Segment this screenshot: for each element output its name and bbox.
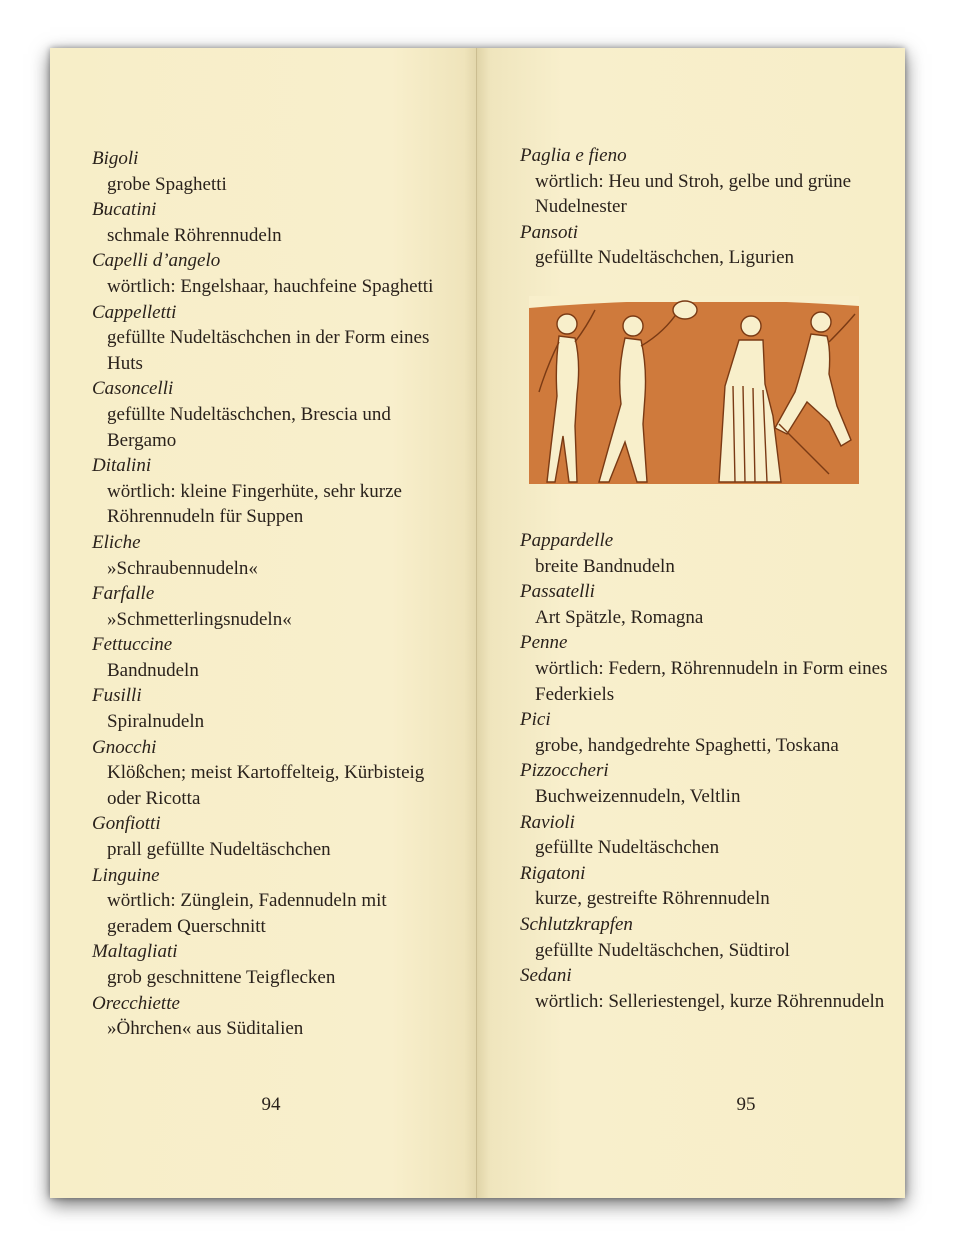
pasta-term: Orecchiette [92,992,180,1014]
glossary-entry [520,528,890,579]
glossary-entry [520,810,890,861]
pasta-term: Schlutzkrapfen [520,913,633,935]
right-page [477,48,905,1198]
pasta-term: Passatelli [520,581,595,603]
page-number-left: 94 [261,1094,281,1115]
pasta-definition: wörtlich: Engelshaar, hauchfeine Spaghetti [107,275,434,297]
pasta-definition: wörtlich: Heu und Stroh, gelbe und grüne Nudelnester [535,170,852,218]
pasta-term: Paglia e fieno [520,145,627,166]
pasta-term: Casoncelli [92,378,174,400]
pasta-definition: wörtlich: Zünglein, Fadennudeln mit geradem Querschnitt [107,890,387,937]
pasta-term: Fettuccine [92,634,173,656]
pasta-term: Ravioli [520,811,575,833]
glossary-entry [520,220,890,271]
pasta-term: Capelli d’angelo [92,250,221,272]
glossary-entry [520,579,890,630]
pasta-term: Ditalini [92,455,152,477]
pasta-definition: gefüllte Nudeltäschchen, Brescia und Bergamo [107,403,391,451]
glossary-entry [92,735,452,812]
glossary-entry [92,863,452,940]
pasta-term: Penne [520,632,568,654]
glossary-entry [92,632,452,683]
pasta-definition: »Öhrchen« aus Süditalien [107,1018,304,1040]
greek-vase-illustration [529,296,859,490]
pasta-definition: gefüllte Nudeltäschchen, Südtirol [535,939,790,961]
glossary-entry [520,912,890,963]
pasta-definition: Art Spätzle, Romagna [535,606,704,628]
glossary-entry [520,707,890,758]
pasta-definition: schmale Röhrennudeln [107,224,282,246]
pasta-term: Gnocchi [92,736,157,758]
pasta-term: Maltagliati [92,941,178,963]
pasta-term: Farfalle [92,583,155,605]
pasta-definition: gefüllte Nudeltäschchen, Ligurien [535,247,795,269]
page-number-right: 95 [736,1094,756,1115]
pasta-term: Pizzoccheri [520,760,609,782]
pasta-definition: breite Bandnudeln [535,555,675,577]
pasta-term: Pappardelle [520,530,614,551]
glossary-entry [92,248,452,299]
pasta-definition: wörtlich: Federn, Röhrennudeln in Form eines Federkiels [535,657,888,705]
pasta-term: Linguine [92,864,160,886]
glossary-entry [92,197,452,248]
pasta-term: Eliche [92,531,141,553]
pasta-definition: »Schraubennudeln« [107,557,258,579]
pasta-term: Fusilli [92,685,142,707]
glossary-list-left [92,146,452,1042]
pasta-definition: grob geschnittene Teigflecken [107,967,336,988]
pasta-definition: wörtlich: Selleriestengel, kurze Röhrennudeln [535,990,885,1012]
left-page [50,48,477,1198]
book-spread [50,48,905,1198]
pasta-definition: »Schmetterlingsnudeln« [107,608,292,630]
glossary-entry [92,376,452,453]
pasta-term: Cappelletti [92,301,177,323]
pasta-definition: Buchweizennudeln, Veltlin [535,785,741,807]
pasta-definition: gefüllte Nudeltäschchen [535,837,720,859]
pasta-definition: Bandnudeln [107,659,199,681]
glossary-entry [520,963,890,1014]
pasta-term: Sedani [520,965,572,987]
glossary-entry [520,143,890,220]
glossary-entry [92,530,452,581]
pasta-term: Bigoli [92,148,139,169]
pasta-definition: Spiralnudeln [107,711,205,733]
glossary-entry [520,630,890,707]
glossary-entry [92,683,452,734]
pasta-definition: gefüllte Nudeltäschchen in der Form eines Huts [107,327,430,374]
glossary-entry [92,300,452,377]
glossary-entry [92,581,452,632]
glossary-entry [520,758,890,809]
glossary-entry [92,146,452,197]
pasta-definition: prall gefüllte Nudeltäschchen [107,839,331,861]
glossary-list-right-bottom [520,528,890,1014]
glossary-entry [92,811,452,862]
pasta-definition: Klößchen; meist Kartoffelteig, Kürbisteig oder Ricotta [107,762,425,809]
pasta-term: Pansoti [520,221,579,243]
pasta-term: Rigatoni [520,862,586,884]
glossary-entry [520,861,890,912]
glossary-entry [92,453,452,530]
glossary-entry [92,939,452,990]
pasta-term: Bucatini [92,199,157,221]
pasta-term: Gonfiotti [92,813,161,835]
glossary-list-right-top [520,143,890,271]
pasta-definition: kurze, gestreifte Röhrennudeln [535,888,770,910]
pasta-definition: grobe, handgedrehte Spaghetti, Toskana [535,734,839,756]
glossary-entry [92,991,452,1042]
pasta-definition: grobe Spaghetti [107,173,227,195]
pasta-definition: wörtlich: kleine Fingerhüte, sehr kurze Röhrennudeln für Suppen [107,480,402,528]
pasta-term: Pici [520,709,551,731]
